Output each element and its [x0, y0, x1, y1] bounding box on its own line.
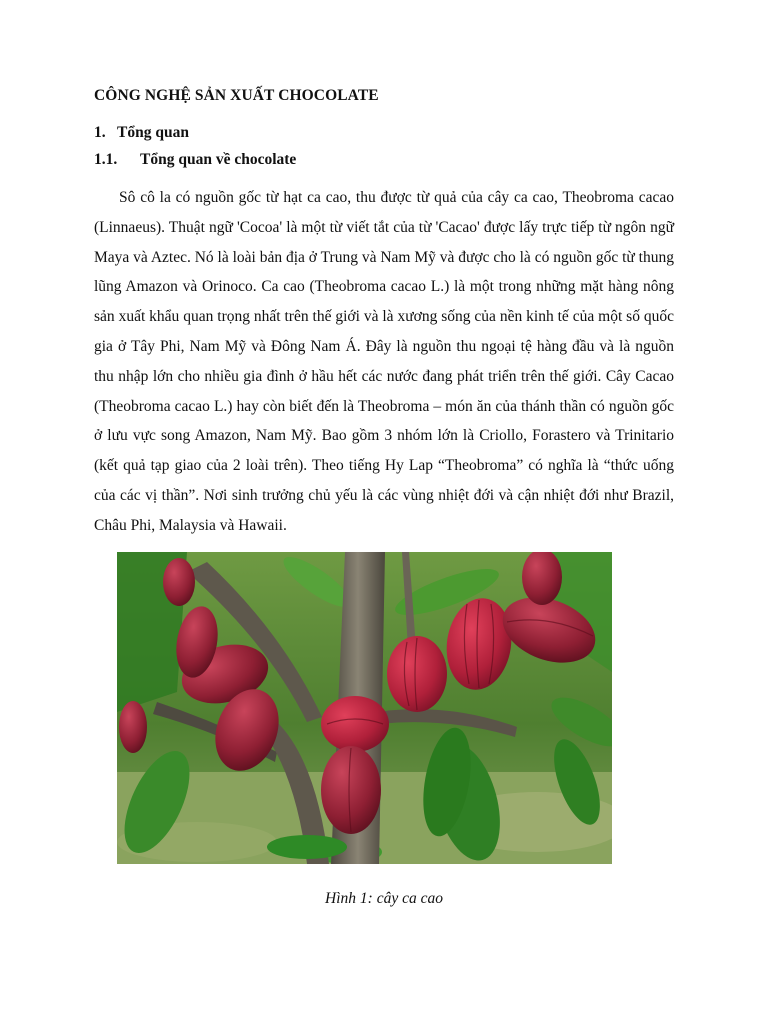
section-title: Tổng quan [117, 124, 189, 141]
document-title: CÔNG NGHỆ SẢN XUẤT CHOCOLATE [94, 87, 379, 104]
section-number: 1. [94, 124, 106, 141]
section-heading [94, 124, 189, 142]
subsection-heading [94, 151, 296, 169]
figure-caption: Hình 1: cây ca cao [325, 890, 443, 907]
body-paragraph: Sô cô la có nguồn gốc từ hạt ca cao, thu được từ quả của cây ca cao, Theobroma cacao (Linnaeus). Thuật ngữ 'Cocoa' là một từ viết tắt của từ 'Cacao' được lấy trực tiếp từ ngôn ngữ Maya và Aztec. Nó là loài bản địa ở Trung và Nam Mỹ và được cho là có nguồn gốc từ thung lũng Amazon và Orinoco. Ca cao (Theobroma cacao L.) là một trong những mặt hàng nông sản xuất khẩu quan trọng nhất trên thế giới và là xương sống của nền kinh tế của một số quốc gia ở Tây Phi, Nam Mỹ và Đông Nam Á. Đây là nguồn thu ngoại tệ hàng đầu và là nguồn thu nhập lớn cho nhiều gia đình ở hầu hết các nước đang phát triển trên thế giới. Cây Cacao (Theobroma cacao L.) hay còn biết đến là Theobroma – món ăn của thánh thần có nguồn gốc ở lưu vực song Amazon, Nam Mỹ. Bao gồm 3 nhóm lớn là Criollo, Forastero và Trinitario (kết quả tạp giao của 2 loài trên). Theo tiếng Hy Lap “Theobroma” có nghĩa là “thức uống của các vị thần”. Nơi sinh trưởng chủ yếu là các vùng nhiệt đới và cận nhiệt đới như Brazil, Châu Phi, Malaysia và Hawaii. [94, 189, 674, 534]
cacao-tree-photo [117, 552, 612, 864]
subsection-number: 1.1. [94, 151, 118, 168]
subsection-title: Tổng quan về chocolate [140, 151, 297, 168]
